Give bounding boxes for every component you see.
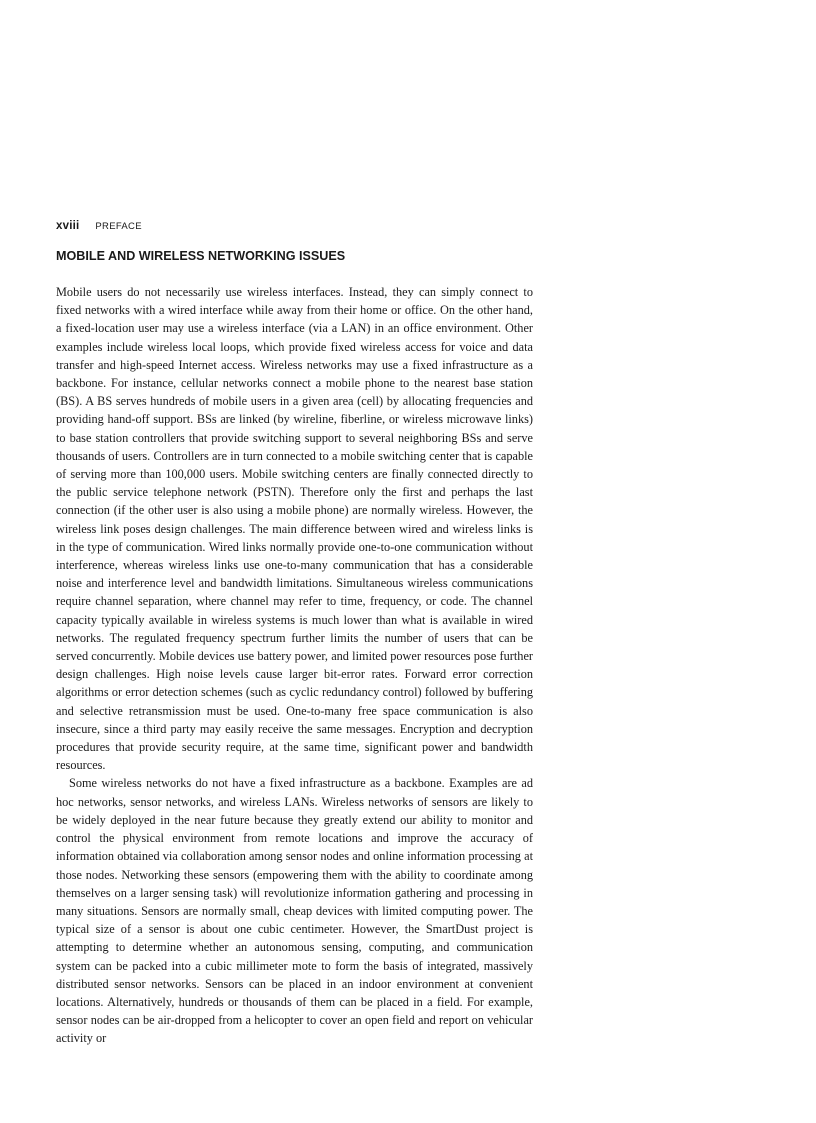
section-title: MOBILE AND WIRELESS NETWORKING ISSUES — [56, 249, 346, 263]
running-title: PREFACE — [95, 221, 142, 232]
paragraph: Some wireless networks do not have a fixed infrastructure as a backbone. Examples are ad hoc networks, sensor networks, and wireless LANs. Wireless networks of sensors are likely to be widely deployed in the near future because they greatly extend our ability to monitor and control the physical environment from remote locations and improve the accuracy of information obtained via collaboration among sensor nodes and online information processing at those nodes. Networking these sensors (empowering them with the ability to coordinate among themselves on a larger sensing task) will revolutionize information gathering and processing in many situations. Sensors are normally small, cheap devices with limited computing power. The typical size of a sensor is about one cubic centimeter. However, the SmartDust project is attempting to determine whether an autonomous sensing, computing, and communication system can be packed into a cubic millimeter mote to form the basis of integrated, massively distributed sensor networks. Sensors can be placed in an indoor environment at convenient locations. Alternatively, hundreds or thousands of them can be placed in a field. For example, sensor nodes can be air-dropped from a helicopter to cover an open field and report on vehicular activity or — [56, 776, 533, 1046]
page-number: xviii — [56, 220, 80, 232]
paragraph: Mobile users do not necessarily use wireless interfaces. Instead, they can simply connect to fixed networks with a wired interface while away from their home or office. On the other hand, a fixed-location user may use a wireless interface (via a LAN) in an office environment. Other examples include wireless local loops, which provide fixed wireless access for voice and data transfer and high-speed Internet access. Wireless networks may use a fixed infrastructure as a backbone. For instance, cellular networks connect a mobile phone to the nearest base station (BS). A BS serves hundreds of mobile users in a given area (cell) by allocating frequencies and providing hand-off support. BSs are linked (by wireline, fiberline, or wireless microwave links) to base station controllers that provide switching support to several neighboring BSs and serve thousands of users. Controllers are in turn connected to a mobile switching center that is capable of serving more than 100,000 users. Mobile switching centers are finally connected directly to the public service telephone network (PSTN). Therefore only the first and perhaps the last connection (if the other user is also using a mobile phone) are normally wireless. However, the wireless link poses design challenges. The main difference between wired and wireless links is in the type of communication. Wired links normally provide one-to-one communication without interference, whereas wireless links use one-to-many communication that has a considerable noise and interference level and bandwidth limitations. Simultaneous wireless communications require channel separation, where channel may refer to time, frequency, or code. The channel capacity typically available in wireless systems is much lower than what is available in wired networks. The regulated frequency spectrum further limits the number of users that can be served concurrently. Mobile devices use battery power, and limited power resources pose further design challenges. High noise levels cause larger bit-error rates. Forward error correction algorithms or error detection schemes (such as cyclic redundancy control) followed by buffering and selective retransmission must be used. One-to-many free space communication is also insecure, since a third party may easily receive the same messages. Encryption and decryption procedures that provide security require, at the same time, significant power and bandwidth resources. — [56, 285, 533, 773]
body-text — [56, 283, 533, 1048]
running-head — [56, 216, 142, 234]
